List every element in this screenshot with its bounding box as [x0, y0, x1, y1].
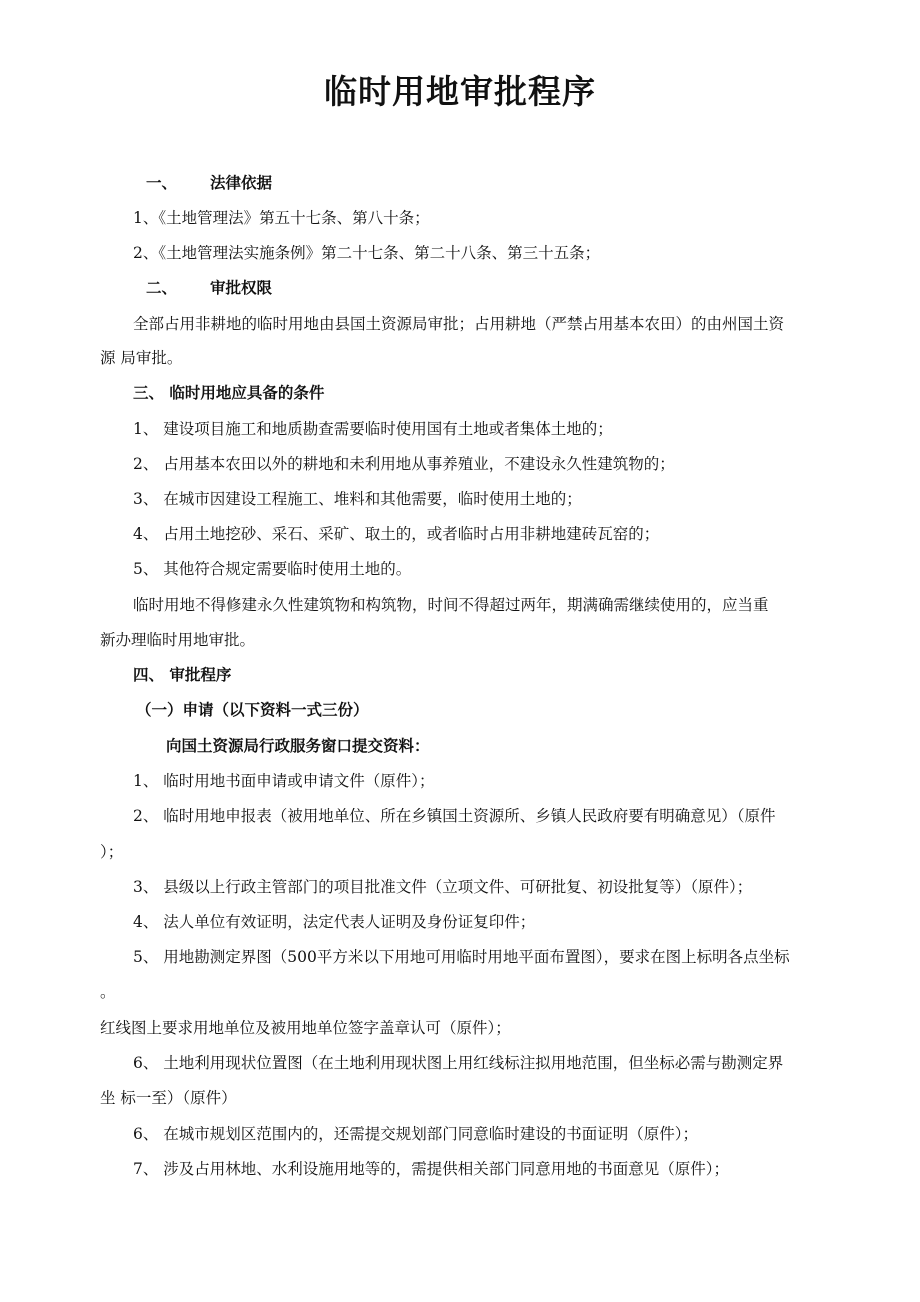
list-item: 2、 占用基本农田以外的耕地和未利用地从事养殖业，不建设永久性建筑物的；: [133, 455, 675, 473]
section-2-number: 二、: [146, 279, 178, 297]
paragraph-line: 新办理临时用地审批。: [100, 631, 256, 649]
section-1-number: 一、: [146, 174, 178, 192]
list-item: 6、 在城市规划区范围内的，还需提交规划部门同意临时建设的书面证明（原件）；: [133, 1125, 699, 1143]
paragraph-line: 源 局审批。: [100, 349, 183, 367]
list-item: 5、 其他符合规定需要临时使用土地的。: [133, 560, 412, 578]
list-item-continuation: 。: [100, 983, 116, 1001]
section-4-heading: 四、 审批程序: [133, 666, 232, 684]
list-item: 2、 临时用地申报表（被用地单位、所在乡镇国土资源所、乡镇人民政府要有明确意见）（原件: [133, 807, 776, 825]
section-3-heading: 三、 临时用地应具备的条件: [133, 384, 325, 402]
list-item: 3、 在城市因建设工程施工、堆料和其他需要，临时使用土地的；: [133, 490, 582, 508]
page-title: 临时用地审批程序: [324, 72, 596, 111]
list-item: 1、 临时用地书面申请或申请文件（原件）；: [133, 772, 435, 790]
subsection-heading: （一）申请（以下资料一式三份）: [136, 701, 369, 719]
list-item-continuation: 红线图上要求用地单位及被用地单位签字盖章认可（原件）；: [100, 1019, 511, 1037]
paragraph-line: 临时用地不得修建永久性建筑物和构筑物，时间不得超过两年，期满确需继续使用的，应当重: [133, 596, 769, 614]
list-item: 6、 土地利用现状位置图（在土地利用现状图上用红线标注拟用地范围，但坐标必需与勘测定界: [133, 1054, 784, 1072]
subsection-intro: 向国土资源局行政服务窗口提交资料：: [166, 737, 430, 755]
list-item-continuation: ）；: [100, 843, 124, 861]
list-item: 2、《土地管理法实施条例》第二十七条、第二十八条、第三十五条；: [133, 244, 601, 262]
list-item: 5、 用地勘测定界图（500平方米以下用地可用临时用地平面布置图），要求在图上标明各点坐标: [133, 948, 790, 966]
list-item: 3、 县级以上行政主管部门的项目批准文件（立项文件、可研批复、初设批复等）（原件）；: [133, 878, 753, 896]
section-2-heading: [146, 278, 272, 298]
section-2-title: 审批权限: [210, 279, 273, 297]
list-item: 1、《土地管理法》第五十七条、第八十条；: [133, 209, 430, 227]
section-1-heading: [146, 173, 272, 193]
list-item: 7、 涉及占用林地、水利设施用地等的，需提供相关部门同意用地的书面意见（原件）；: [133, 1160, 730, 1178]
list-item: 1、 建设项目施工和地质勘查需要临时使用国有土地或者集体土地的；: [133, 420, 613, 438]
paragraph-line: 全部占用非耕地的临时用地由县国土资源局审批；占用耕地（严禁占用基本农田）的由州国土资: [133, 315, 785, 333]
list-item: 4、 法人单位有效证明，法定代表人证明及身份证复印件；: [133, 913, 536, 931]
section-1-title: 法律依据: [210, 174, 273, 192]
list-item: 4、 占用土地挖砂、采石、采矿、取土的，或者临时占用非耕地建砖瓦窑的；: [133, 525, 660, 543]
list-item-continuation: 坐 标一至）（原件）: [100, 1089, 237, 1107]
